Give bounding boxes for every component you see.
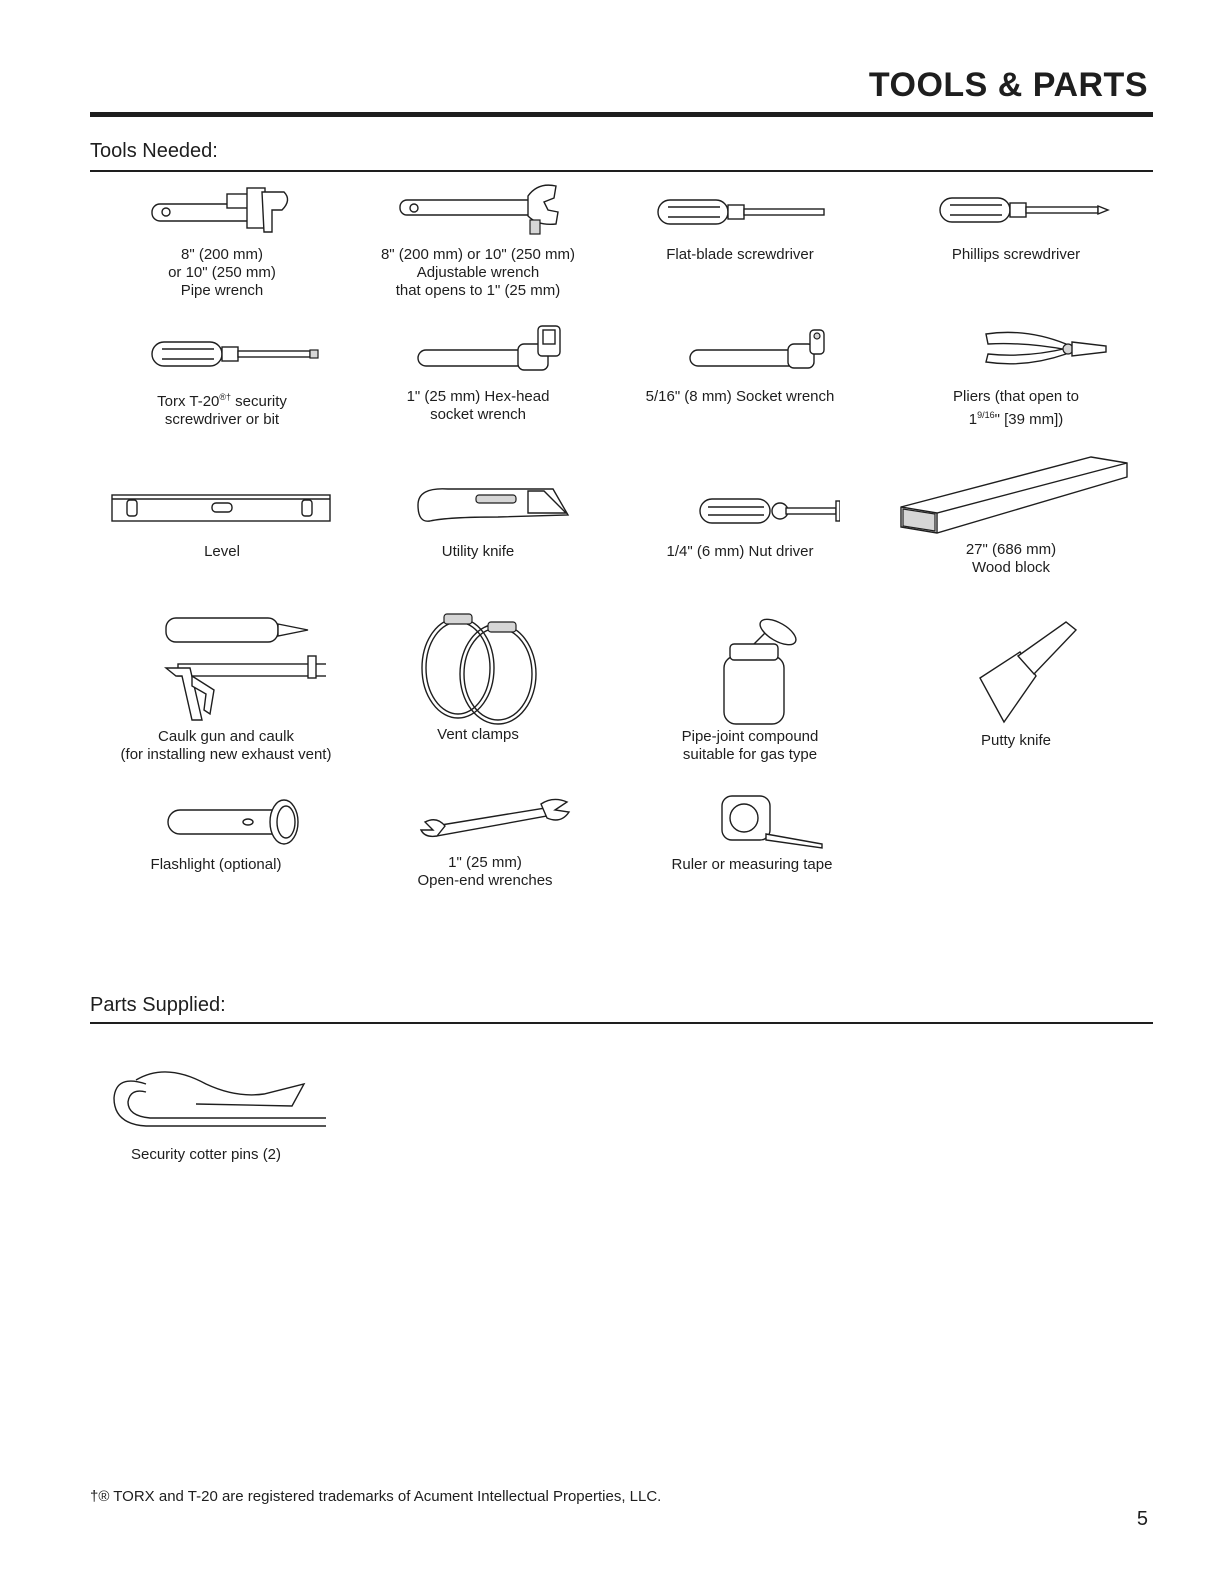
tool-label: Pipe-joint compound suitable for gas type xyxy=(681,728,819,763)
tool-label xyxy=(92,388,352,429)
pliers-label-rest: " [39 mm]) xyxy=(994,411,1064,428)
tool-label: Flashlight (optional) xyxy=(150,856,282,873)
flashlight-icon xyxy=(116,798,316,850)
flat-blade-screwdriver-icon xyxy=(640,180,840,238)
page-number: 5 xyxy=(1136,1508,1148,1530)
putty-knife-icon xyxy=(916,616,1116,726)
tool-label: Caulk gun and caulk (for installing new exhaust vent) xyxy=(120,728,332,763)
open-end-wrench-icon xyxy=(385,794,585,848)
tool-label: Putty knife xyxy=(980,732,1052,749)
pipe-wrench-icon xyxy=(122,180,322,238)
tool-label: 27" (686 mm) Wood block xyxy=(965,541,1057,576)
tool-label: 8" (200 mm) or 10" (250 mm) Pipe wrench xyxy=(168,246,276,299)
vent-clamps-icon xyxy=(378,608,578,726)
tool-label: 1/4" (6 mm) Nut driver xyxy=(666,543,814,560)
parts-heading: Parts Supplied: xyxy=(90,994,226,1016)
tool-vent-clamps xyxy=(348,608,608,744)
tool-level xyxy=(92,475,352,561)
part-security-cotter-pins xyxy=(76,1054,336,1164)
tool-torx-screwdriver xyxy=(92,322,352,429)
caulk-gun-icon xyxy=(126,610,326,726)
tool-hex-socket-wrench xyxy=(348,322,608,424)
tool-label: Utility knife xyxy=(441,543,515,560)
wood-block-icon xyxy=(891,455,1131,537)
torx-label-main: Torx T-20 xyxy=(157,393,220,410)
tool-putty-knife xyxy=(886,616,1146,750)
tool-label: Flat-blade screwdriver xyxy=(666,246,814,263)
phillips-screwdriver-icon xyxy=(916,180,1116,238)
pliers-fraction: 9/16 xyxy=(977,410,995,420)
tool-label: Ruler or measuring tape xyxy=(671,856,833,873)
tool-adjustable-wrench xyxy=(348,180,608,300)
tool-flat-blade-screwdriver xyxy=(610,180,870,264)
tool-caulk-gun xyxy=(76,610,376,764)
pliers-label-main: Pliers (that open to 1 xyxy=(953,388,1079,428)
part-label: Security cotter pins (2) xyxy=(130,1146,282,1163)
adjustable-wrench-icon xyxy=(378,180,578,238)
nut-driver-icon xyxy=(640,475,840,535)
tool-flashlight xyxy=(86,798,346,874)
tool-wood-block xyxy=(886,455,1136,577)
trademark-footnote: †® TORX and T-20 are registered trademarks of Acument Intellectual Properties, LLC. xyxy=(90,1488,662,1505)
socket-wrench-icon xyxy=(640,322,840,380)
tool-socket-wrench xyxy=(610,322,870,406)
tool-label: 5/16" (8 mm) Socket wrench xyxy=(645,388,835,405)
tool-label: Phillips screwdriver xyxy=(951,246,1081,263)
trademark-mark: ®† xyxy=(219,392,232,402)
tool-pipe-joint-compound xyxy=(620,614,880,764)
level-icon xyxy=(107,475,337,535)
hex-socket-wrench-icon xyxy=(378,322,578,380)
tool-label: 1" (25 mm) Open-end wrenches xyxy=(417,854,553,889)
tool-pliers xyxy=(886,322,1146,429)
tools-heading: Tools Needed: xyxy=(90,140,218,162)
parts-rule xyxy=(90,1022,1153,1024)
utility-knife-icon xyxy=(378,475,578,535)
tool-label: 1" (25 mm) Hex-head socket wrench xyxy=(406,388,550,423)
tool-utility-knife xyxy=(348,475,608,561)
header-rule xyxy=(90,112,1153,117)
pipe-joint-compound-icon xyxy=(650,614,850,726)
tool-open-end-wrench xyxy=(355,794,615,890)
tool-measuring-tape xyxy=(622,790,882,874)
cotter-pin-icon xyxy=(86,1054,326,1134)
tool-label: Vent clamps xyxy=(437,726,519,743)
tool-phillips-screwdriver xyxy=(886,180,1146,264)
tool-label xyxy=(886,388,1146,429)
pliers-icon xyxy=(916,322,1116,380)
measuring-tape-icon xyxy=(652,790,852,850)
torx-label-rest: security screwdriver or bit xyxy=(164,393,287,428)
tool-pipe-wrench xyxy=(92,180,352,300)
torx-screwdriver-icon xyxy=(122,322,322,380)
tool-nut-driver xyxy=(610,475,870,561)
tools-rule xyxy=(90,170,1153,172)
page-title: TOOLS & PARTS xyxy=(868,66,1148,104)
tool-label: 8" (200 mm) or 10" (250 mm) Adjustable wrench that opens to 1" (25 mm) xyxy=(380,246,576,299)
tool-label: Level xyxy=(204,543,240,560)
